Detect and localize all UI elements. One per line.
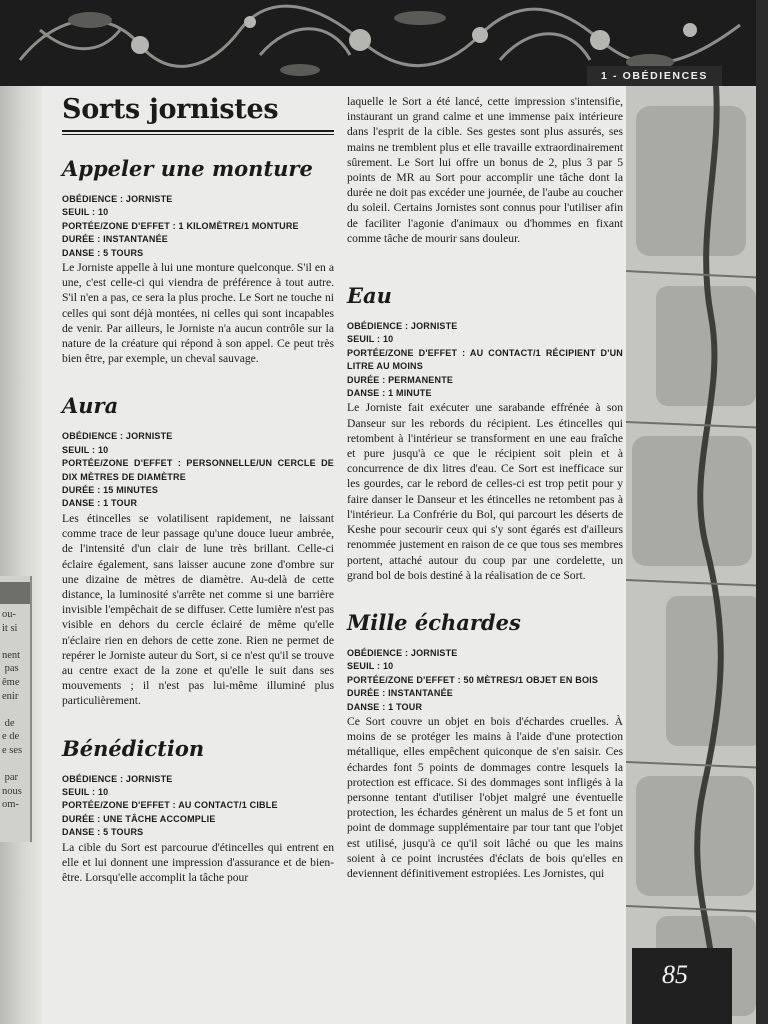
- spell-duration: DURÉE : INSTANTANÉE: [62, 234, 168, 245]
- sidebar-tab: [0, 582, 30, 604]
- spell-dance: DANSE : 1 TOUR: [347, 701, 423, 712]
- spell-threshold: SEUIL : 10: [62, 207, 109, 218]
- spell-mille-echardes: [347, 609, 623, 881]
- spell-threshold: SEUIL : 10: [62, 786, 109, 797]
- spell-obedience: OBÉDIENCE : JORNISTE: [62, 194, 173, 204]
- spell-dance: DANSE : 5 TOURS: [62, 827, 144, 838]
- spell-description: Les étincelles se volatilisent rapidement, ne laissant comme trace de leur passage qu'une douce lueur ambrée, de l'intensité d'un clair de lune très brillant. Celle-ci éclaire également, sans laisser aucune zone d'ombre sur une dizaine de mètres de diamètre. Au-delà de cette distance, la luminosité s'arrête net comme si une barrière invisible l'empêchait de se diffuser. Cette lumière n'est pas visible en dehors du cercle éclairé de même qu'elle n'éclaire rien en dehors de cette zone. Rien ne permet de repérer le Jorniste auteur du Sort, si ce n'est qu'il se trouve au centre exact de la zone et qu'elle le suit dans ses mouvements ; il n'est pas lui-même illuminé plus particulièrement.: [62, 511, 334, 708]
- column-right: [347, 94, 623, 907]
- spell-title: Aura: [62, 393, 119, 419]
- previous-page-fragment: [0, 576, 32, 842]
- spell-range: PORTÉE/ZONE D'EFFET : PERSONNELLE/UN CERCLE DE DIX MÈTRES DE DIAMÈTRE: [62, 458, 334, 482]
- column-left: [62, 92, 334, 911]
- spell-threshold: SEUIL : 10: [347, 661, 394, 672]
- spell-threshold: SEUIL : 10: [62, 444, 109, 455]
- spell-obedience: OBÉDIENCE : JORNISTE: [347, 321, 458, 332]
- stone-wall-illustration: [626, 86, 768, 1024]
- spell-title: Appeler une monture: [62, 156, 313, 181]
- ornamental-banner: [0, 0, 768, 86]
- spell-duration: DURÉE : INSTANTANÉE: [347, 688, 453, 699]
- spell-description: La cible du Sort est parcourue d'étincelles qui entrent en elle et lui donnent une impression d'assurance et de bien-être. Lorsqu'elle accomplit la tâche pour: [62, 840, 334, 884]
- spell-description: Le Jorniste appelle à lui une monture quelconque. S'il en a une, c'est celle-ci qui viendra de préférence à tout autre. S'il n'en a pas, ce sera la plus proche. Le Sort ne touche ni celles qui sont déjà montées, ni celles qui sont incapables de venir. Par ailleurs, le Jorniste n'a aucun contrôle sur la nature de la créature qui répond à son appel. Ce peut très bien être, par exemple, un cheval sauvage.: [62, 261, 334, 366]
- spell-appeler-une-monture: [62, 155, 334, 366]
- spell-obedience: OBÉDIENCE : JORNISTE: [62, 773, 173, 784]
- page-number-box: [632, 948, 732, 1024]
- chapter-label: 1 - OBÉDIENCES: [587, 66, 722, 86]
- title-divider: [62, 130, 334, 135]
- spell-title: Bénédiction: [62, 735, 205, 761]
- spell-duration: DURÉE : UNE TÂCHE ACCOMPLIE: [62, 813, 216, 824]
- spell-range: PORTÉE/ZONE D'EFFET : 50 MÈTRES/1 OBJET EN BOIS: [347, 674, 599, 685]
- page-number: 85: [662, 960, 688, 989]
- page-edge: [756, 0, 768, 1024]
- spell-description: Ce Sort couvre un objet en bois d'échardes cruelles. À moins de se protéger les mains à l'aide d'une protection métallique, elles empêchent quiconque de s'en saisir. Ces échardes font 5 points de dommages contre lesquels la protection est efficace. Si des dommages sont infligés à la personne tentant d'utiliser l'objet malgré une éventuelle protection, les échardes génèrent un malus de 5 et font un point de dommage supplémentaire par tour tant que l'objet est utilisé, jusqu'à ce qu'il soit lâché ou que les mains soient à ce point incrustées d'éclats de bois qu'elles en deviennent définitivement estropiées. Les Jornistes, qui: [347, 714, 623, 880]
- page-title: Sorts jornistes: [62, 94, 279, 125]
- stone-texture-icon: [626, 86, 768, 1024]
- spell-range: PORTÉE/ZONE D'EFFET : AU CONTACT/1 RÉCIPIENT D'UN LITRE AU MOINS: [347, 347, 623, 372]
- spell-dance: DANSE : 5 TOURS: [62, 247, 144, 258]
- spell-dance: DANSE : 1 MINUTE: [347, 388, 432, 399]
- spell-obedience: OBÉDIENCE : JORNISTE: [62, 431, 173, 442]
- spell-title: Mille échardes: [347, 609, 521, 635]
- spell-benediction: [62, 735, 334, 886]
- spell-range: PORTÉE/ZONE D'EFFET : AU CONTACT/1 CIBLE: [62, 800, 278, 811]
- spell-eau: [347, 282, 623, 583]
- spell-description-continued: laquelle le Sort a été lancé, cette impression s'intensifie, instaurant un grand calme et une immense paix intérieure dans l'esprit de la cible. Ses gestes sont plus assurés, ses mains ne tremblent plus et elle travaille extraordinairement sûrement. Le Sort lui offre un bonus de 2, plus 3 par 5 points de MR au Sort pour accomplir une tâche dont la durée ne doit pas excéder une journée, de l'aube au coucher du soleil. Certains Jornistes sont connus pour l'utiliser afin de faciliter l'agonie d'animaux ou d'hommes en fixant comme tâche de mourir sans douleur.: [347, 95, 623, 245]
- spell-duration: DURÉE : 15 MINUTES: [62, 485, 159, 496]
- spell-dance: DANSE : 1 TOUR: [62, 498, 138, 509]
- fragment-text: ou- it si nent pas ême enir de e de e ses par nous om-: [2, 609, 23, 811]
- spell-duration: DURÉE : PERMANENTE: [347, 374, 454, 385]
- spell-aura: [62, 392, 334, 708]
- spell-range: PORTÉE/ZONE D'EFFET : 1 KILOMÈTRE/1 MONTURE: [62, 220, 299, 231]
- spell-threshold: SEUIL : 10: [347, 334, 394, 345]
- spell-description: Le Jorniste fait exécuter une sarabande effrénée à son Danseur sur les rebords du récipient. Les étincelles qui retombent à l'intérieur se transforment en une eau fraîche et pure jusqu'à ce que le récipient soit plein et à concurrence de dix litres d'eau. Ce Sort est inefficace sur les gourdes, car le rebord de celles-ci est trop petit pour y faire danser le Danseur et les étincelles ne retombent pas à l'intérieur. La Confrérie du Bol, qui parcourt les déserts de Keshe pour secourir ceux qui s'y sont égarés est d'ailleurs renommée justement en raison de ce que tous ses membres portent, attaché autour du coup par une cordelette, un grand bol de bois destiné à la réalisation de ce Sort.: [347, 401, 623, 582]
- spell-obedience: OBÉDIENCE : JORNISTE: [347, 647, 458, 658]
- book-gutter: [0, 0, 42, 1024]
- spell-title: Eau: [347, 283, 392, 309]
